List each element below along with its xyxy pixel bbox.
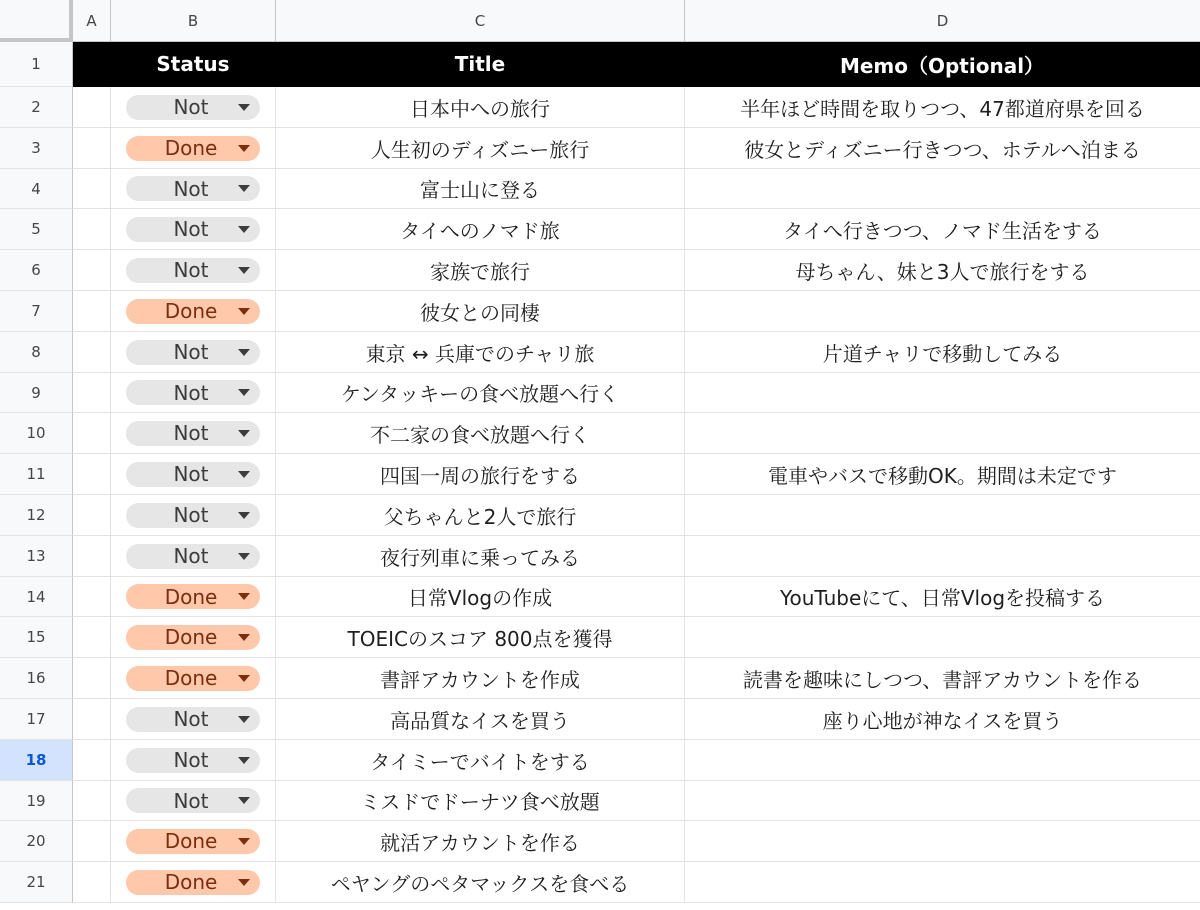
table-row bbox=[0, 454, 1200, 495]
status-dropdown-chip[interactable] bbox=[126, 258, 260, 283]
title-cell[interactable]: 高品質なイスを買う bbox=[276, 699, 685, 740]
dropdown-arrow-icon[interactable] bbox=[238, 634, 250, 641]
row-header[interactable]: 16 bbox=[0, 658, 73, 699]
status-dropdown-chip[interactable] bbox=[126, 421, 260, 446]
row-header[interactable]: 9 bbox=[0, 373, 73, 413]
title-cell[interactable]: ミスドでドーナツ食べ放題 bbox=[276, 781, 685, 821]
dropdown-arrow-icon[interactable] bbox=[238, 593, 250, 600]
status-dropdown-chip[interactable] bbox=[126, 95, 260, 120]
memo-cell[interactable] bbox=[685, 536, 1200, 577]
header-memo[interactable]: Memo（Optional） bbox=[685, 42, 1200, 87]
cell-a[interactable] bbox=[73, 781, 111, 821]
dropdown-arrow-icon[interactable] bbox=[238, 349, 250, 356]
dropdown-arrow-icon[interactable] bbox=[238, 185, 250, 192]
memo-cell[interactable] bbox=[685, 821, 1200, 862]
dropdown-arrow-icon[interactable] bbox=[238, 512, 250, 519]
dropdown-arrow-icon[interactable] bbox=[238, 553, 250, 560]
title-cell[interactable]: 書評アカウントを作成 bbox=[276, 658, 685, 699]
title-cell[interactable]: 父ちゃんと2人で旅行 bbox=[276, 495, 685, 536]
row-header[interactable]: 4 bbox=[0, 169, 73, 209]
status-chip-label: Not bbox=[173, 462, 209, 486]
row-header[interactable]: 7 bbox=[0, 291, 73, 332]
column-header-a[interactable]: A bbox=[73, 0, 111, 42]
header-row bbox=[0, 42, 1200, 87]
memo-cell[interactable]: 母ちゃん、妹と3人で旅行をする bbox=[685, 250, 1200, 291]
status-dropdown-chip[interactable] bbox=[126, 176, 260, 201]
cell-a[interactable] bbox=[73, 577, 111, 617]
table-row bbox=[0, 128, 1200, 169]
status-dropdown-chip[interactable] bbox=[126, 544, 260, 569]
table-row bbox=[0, 862, 1200, 903]
memo-cell[interactable]: 電車やバスで移動OK。期間は未定です bbox=[685, 454, 1200, 495]
memo-cell[interactable]: 半年ほど時間を取りつつ、47都道府県を回る bbox=[685, 87, 1200, 128]
status-chip-label: Done bbox=[164, 625, 218, 649]
status-cell[interactable] bbox=[111, 128, 276, 169]
dropdown-arrow-icon[interactable] bbox=[238, 145, 250, 152]
header-cell-a[interactable] bbox=[73, 42, 111, 87]
table-row bbox=[0, 536, 1200, 577]
status-chip-label: Not bbox=[173, 503, 209, 527]
column-header-row bbox=[0, 0, 1200, 42]
row-header[interactable]: 1 bbox=[0, 42, 73, 87]
table-row bbox=[0, 413, 1200, 454]
title-cell[interactable]: 富士山に登る bbox=[276, 169, 685, 209]
title-cell[interactable]: ケンタッキーの食べ放題へ行く bbox=[276, 373, 685, 413]
table-row bbox=[0, 169, 1200, 209]
cell-a[interactable] bbox=[73, 250, 111, 291]
cell-a[interactable] bbox=[73, 373, 111, 413]
status-cell[interactable] bbox=[111, 617, 276, 658]
column-header-b[interactable]: B bbox=[111, 0, 276, 42]
status-cell[interactable] bbox=[111, 209, 276, 250]
title-cell[interactable]: 四国一周の旅行をする bbox=[276, 454, 685, 495]
cell-a[interactable] bbox=[73, 169, 111, 209]
dropdown-arrow-icon[interactable] bbox=[238, 675, 250, 682]
status-cell[interactable] bbox=[111, 781, 276, 821]
memo-cell[interactable] bbox=[685, 862, 1200, 903]
row-header[interactable]: 20 bbox=[0, 821, 73, 862]
row-header[interactable]: 8 bbox=[0, 332, 73, 373]
status-cell[interactable] bbox=[111, 250, 276, 291]
row-header[interactable]: 19 bbox=[0, 781, 73, 821]
row-header[interactable]: 21 bbox=[0, 862, 73, 903]
status-cell[interactable] bbox=[111, 821, 276, 862]
table-row bbox=[0, 617, 1200, 658]
status-cell[interactable] bbox=[111, 536, 276, 577]
status-cell[interactable] bbox=[111, 373, 276, 413]
title-cell[interactable]: 東京 ↔ 兵庫でのチャリ旅 bbox=[276, 332, 685, 373]
title-cell[interactable]: 夜行列車に乗ってみる bbox=[276, 536, 685, 577]
cell-a[interactable] bbox=[73, 454, 111, 495]
status-dropdown-chip[interactable] bbox=[126, 870, 260, 895]
dropdown-arrow-icon[interactable] bbox=[238, 389, 250, 396]
status-cell[interactable] bbox=[111, 740, 276, 781]
status-dropdown-chip[interactable] bbox=[126, 666, 260, 691]
memo-cell[interactable] bbox=[685, 169, 1200, 209]
status-chip-label: Done bbox=[164, 666, 218, 690]
status-cell[interactable] bbox=[111, 699, 276, 740]
status-dropdown-chip[interactable] bbox=[126, 748, 260, 773]
memo-cell[interactable]: 彼女とディズニー行きつつ、ホテルへ泊まる bbox=[685, 128, 1200, 169]
table-row bbox=[0, 209, 1200, 250]
row-header[interactable]: 12 bbox=[0, 495, 73, 536]
status-dropdown-chip[interactable] bbox=[126, 299, 260, 324]
dropdown-arrow-icon[interactable] bbox=[238, 104, 250, 111]
cell-a[interactable] bbox=[73, 291, 111, 332]
memo-cell[interactable] bbox=[685, 617, 1200, 658]
memo-cell[interactable]: 座り心地が神なイスを買う bbox=[685, 699, 1200, 740]
cell-a[interactable] bbox=[73, 209, 111, 250]
status-chip-label: Not bbox=[173, 217, 209, 241]
status-dropdown-chip[interactable] bbox=[126, 707, 260, 732]
status-dropdown-chip[interactable] bbox=[126, 462, 260, 487]
title-cell[interactable]: 日常Vlogの作成 bbox=[276, 577, 685, 617]
row-header[interactable]: 3 bbox=[0, 128, 73, 169]
title-cell[interactable]: ペヤングのペタマックスを食べる bbox=[276, 862, 685, 903]
cell-a[interactable] bbox=[73, 658, 111, 699]
status-chip-label: Not bbox=[173, 258, 209, 282]
table-row bbox=[0, 821, 1200, 862]
cell-a[interactable] bbox=[73, 332, 111, 373]
memo-cell[interactable] bbox=[685, 781, 1200, 821]
table-row bbox=[0, 373, 1200, 413]
row-header[interactable]: 18 bbox=[0, 740, 73, 781]
cell-a[interactable] bbox=[73, 821, 111, 862]
cell-a[interactable] bbox=[73, 617, 111, 658]
dropdown-arrow-icon[interactable] bbox=[238, 308, 250, 315]
table-row bbox=[0, 740, 1200, 781]
cell-a[interactable] bbox=[73, 740, 111, 781]
status-chip-label: Not bbox=[173, 340, 209, 364]
row-header[interactable]: 10 bbox=[0, 413, 73, 454]
status-chip-label: Done bbox=[164, 584, 218, 609]
status-cell[interactable] bbox=[111, 862, 276, 903]
status-dropdown-chip[interactable] bbox=[126, 217, 260, 242]
table-row bbox=[0, 658, 1200, 699]
table-row bbox=[0, 781, 1200, 821]
dropdown-arrow-icon[interactable] bbox=[238, 267, 250, 274]
table-row bbox=[0, 699, 1200, 740]
table-row bbox=[0, 495, 1200, 536]
column-header-d[interactable]: D bbox=[685, 0, 1200, 42]
status-chip-label: Done bbox=[164, 136, 218, 160]
dropdown-arrow-icon[interactable] bbox=[238, 879, 250, 886]
row-header[interactable]: 17 bbox=[0, 699, 73, 740]
title-cell[interactable]: 人生初のディズニー旅行 bbox=[276, 128, 685, 169]
dropdown-arrow-icon[interactable] bbox=[238, 838, 250, 845]
dropdown-arrow-icon[interactable] bbox=[238, 797, 250, 804]
status-chip-label: Not bbox=[173, 380, 209, 405]
cell-a[interactable] bbox=[73, 413, 111, 454]
status-chip-label: Not bbox=[173, 707, 209, 731]
status-chip-label: Not bbox=[173, 544, 209, 568]
status-cell[interactable] bbox=[111, 332, 276, 373]
memo-cell[interactable] bbox=[685, 291, 1200, 332]
status-chip-label: Done bbox=[164, 299, 218, 323]
status-chip-label: Not bbox=[173, 176, 209, 201]
row-header[interactable]: 5 bbox=[0, 209, 73, 250]
title-cell[interactable]: タイミーでバイトをする bbox=[276, 740, 685, 781]
header-title[interactable]: Title bbox=[276, 42, 685, 87]
status-chip-label: Done bbox=[164, 870, 218, 894]
memo-cell[interactable] bbox=[685, 373, 1200, 413]
memo-cell[interactable]: YouTubeにて、日常Vlogを投稿する bbox=[685, 577, 1200, 617]
title-cell[interactable]: 日本中への旅行 bbox=[276, 87, 685, 128]
memo-cell[interactable]: 片道チャリで移動してみる bbox=[685, 332, 1200, 373]
cell-a[interactable] bbox=[73, 128, 111, 169]
row-header[interactable]: 2 bbox=[0, 87, 73, 128]
row-header[interactable]: 13 bbox=[0, 536, 73, 577]
status-chip-label: Not bbox=[173, 95, 209, 119]
status-cell[interactable] bbox=[111, 169, 276, 209]
row-header[interactable]: 14 bbox=[0, 577, 73, 617]
status-dropdown-chip[interactable] bbox=[126, 788, 260, 813]
table-row bbox=[0, 291, 1200, 332]
title-cell[interactable]: タイへのノマド旅 bbox=[276, 209, 685, 250]
status-dropdown-chip[interactable] bbox=[126, 829, 260, 854]
table-row bbox=[0, 332, 1200, 373]
row-header[interactable]: 11 bbox=[0, 454, 73, 495]
cell-a[interactable] bbox=[73, 536, 111, 577]
cell-a[interactable] bbox=[73, 699, 111, 740]
memo-cell[interactable]: 読書を趣味にしつつ、書評アカウントを作る bbox=[685, 658, 1200, 699]
dropdown-arrow-icon[interactable] bbox=[238, 757, 250, 764]
status-dropdown-chip[interactable] bbox=[126, 380, 260, 405]
status-cell[interactable] bbox=[111, 413, 276, 454]
title-cell[interactable]: TOEICのスコア 800点を獲得 bbox=[276, 617, 685, 658]
title-cell[interactable]: 就活アカウントを作る bbox=[276, 821, 685, 862]
status-dropdown-chip[interactable] bbox=[126, 340, 260, 365]
cell-a[interactable] bbox=[73, 862, 111, 903]
status-cell[interactable] bbox=[111, 291, 276, 332]
status-dropdown-chip[interactable] bbox=[126, 625, 260, 650]
status-cell[interactable] bbox=[111, 658, 276, 699]
status-dropdown-chip[interactable] bbox=[126, 584, 260, 609]
row-header[interactable]: 6 bbox=[0, 250, 73, 291]
column-header-c[interactable]: C bbox=[276, 0, 685, 42]
memo-cell[interactable] bbox=[685, 740, 1200, 781]
status-dropdown-chip[interactable] bbox=[126, 136, 260, 161]
status-chip-label: Not bbox=[173, 788, 209, 813]
status-chip-label: Not bbox=[173, 748, 209, 772]
status-chip-label: Not bbox=[173, 421, 209, 445]
table-row bbox=[0, 87, 1200, 128]
table-row bbox=[0, 250, 1200, 291]
memo-cell[interactable]: タイへ行きつつ、ノマド生活をする bbox=[685, 209, 1200, 250]
status-chip-label: Done bbox=[164, 829, 218, 853]
select-all-corner[interactable] bbox=[0, 0, 73, 42]
header-status[interactable]: Status bbox=[111, 42, 276, 87]
memo-cell[interactable] bbox=[685, 495, 1200, 536]
cell-a[interactable] bbox=[73, 495, 111, 536]
dropdown-arrow-icon[interactable] bbox=[238, 226, 250, 233]
row-header[interactable]: 15 bbox=[0, 617, 73, 658]
status-dropdown-chip[interactable] bbox=[126, 503, 260, 528]
status-cell[interactable] bbox=[111, 577, 276, 617]
title-cell[interactable]: 家族で旅行 bbox=[276, 250, 685, 291]
dropdown-arrow-icon[interactable] bbox=[238, 430, 250, 437]
dropdown-arrow-icon[interactable] bbox=[238, 716, 250, 723]
status-cell[interactable] bbox=[111, 495, 276, 536]
memo-cell[interactable] bbox=[685, 413, 1200, 454]
table-row bbox=[0, 577, 1200, 617]
dropdown-arrow-icon[interactable] bbox=[238, 471, 250, 478]
status-cell[interactable] bbox=[111, 454, 276, 495]
cell-a[interactable] bbox=[73, 87, 111, 128]
title-cell[interactable]: 彼女との同棲 bbox=[276, 291, 685, 332]
status-cell[interactable] bbox=[111, 87, 276, 128]
title-cell[interactable]: 不二家の食べ放題へ行く bbox=[276, 413, 685, 454]
